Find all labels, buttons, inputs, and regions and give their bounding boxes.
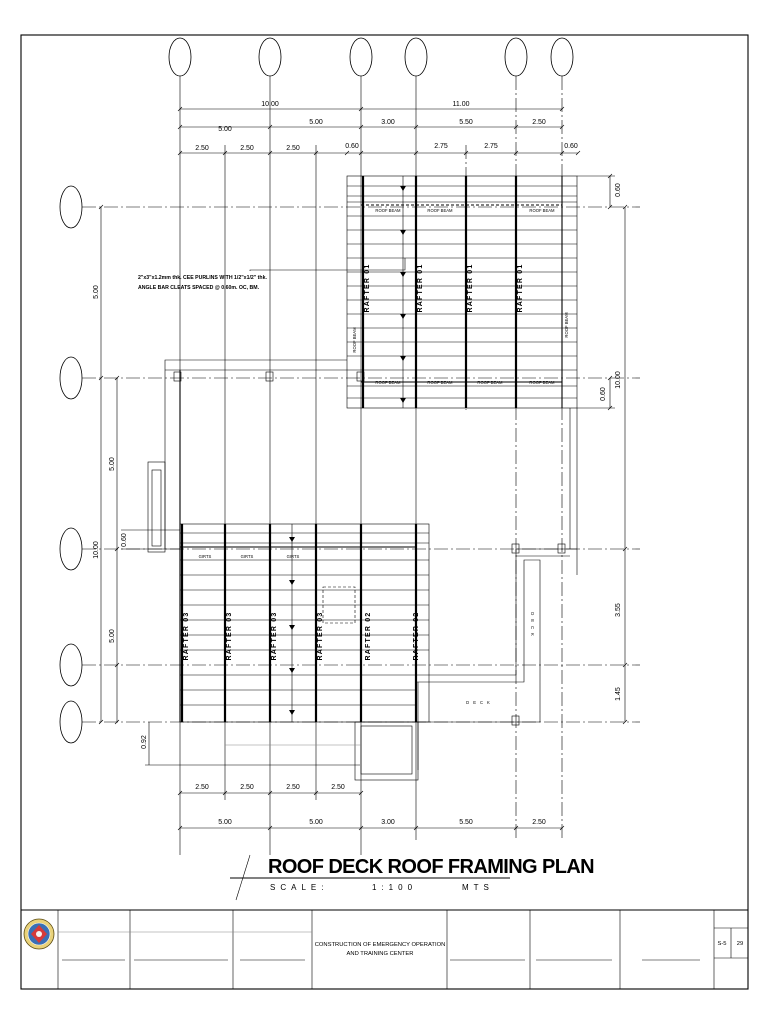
seal-logo-icon — [24, 919, 54, 949]
dim-bottom-row1: 2.50 — [286, 784, 300, 791]
dim-bottom-row1: 2.50 — [195, 784, 209, 791]
dim-right: 0.60 — [600, 387, 607, 401]
dim-left: 0.60 — [121, 533, 128, 547]
grid-bubble — [60, 357, 82, 399]
dim-left: 10.00 — [93, 541, 100, 559]
dim-top-row1: 10.00 — [261, 101, 279, 108]
grid-bubble — [60, 644, 82, 686]
dim-left: 5.00 — [93, 285, 100, 299]
drawing-title: ROOF DECK ROOF FRAMING PLAN — [268, 856, 595, 878]
dim-bottom-row2: 5.00 — [309, 819, 323, 826]
roof-beam-label: ROOF BEAM — [427, 380, 453, 385]
girts-label: GIRTS — [286, 554, 300, 559]
building-outline — [148, 360, 577, 722]
sheet-total: 29 — [736, 941, 744, 947]
dim-bottom-row1: 2.50 — [331, 784, 345, 791]
dim-top-row3: 2.75 — [434, 143, 448, 150]
dim-right: 1.45 — [615, 687, 622, 701]
upper-roof-deck — [347, 176, 577, 408]
dim-bottom-row2: 5.00 — [218, 819, 232, 826]
dim-top-row1: 11.00 — [452, 101, 470, 108]
roof-beam-label: ROOF BEAM — [375, 208, 401, 213]
purlin-note-line2: ANGLE BAR CLEATS SPACED @ 0.60m. OC, BM. — [138, 285, 260, 291]
dim-top-row3: 2.75 — [484, 143, 498, 150]
roof-beam-label: ROOF BEAM — [529, 380, 555, 385]
rafter-label: RAFTER 01 — [467, 263, 474, 313]
rafter-label: RAFTER 03 — [226, 611, 233, 661]
dim-top-row3: 2.50 — [195, 145, 209, 152]
dim-top-row2: 3.00 — [381, 119, 395, 126]
scale-value: 1:100 — [372, 883, 418, 892]
dim-bottom-row2: 3.00 — [381, 819, 395, 826]
dim-top-row2: 5.00 — [309, 119, 323, 126]
top-dimensions — [178, 101, 580, 155]
grid-bubbles-top — [169, 38, 573, 76]
rafter-label: RAFTER 01 — [517, 263, 524, 313]
sheet-border — [21, 35, 748, 989]
dim-bottom-row2: 5.50 — [459, 819, 473, 826]
bottom-dimensions — [178, 784, 564, 830]
dim-top-row3: 0.60 — [345, 143, 359, 150]
roof-beam-label: ROOF BEAM — [427, 208, 453, 213]
dim-top-row3: 2.50 — [240, 145, 254, 152]
grid-lines-vertical — [180, 76, 562, 855]
rafter-label: RAFTER 02 — [413, 611, 420, 661]
dim-right: 3.55 — [615, 603, 622, 617]
right-dimensions — [577, 174, 627, 724]
grid-bubbles-left — [60, 186, 82, 743]
grid-bubble — [60, 186, 82, 228]
sheet-number: S-5 — [717, 941, 727, 947]
scale-unit: MTS — [462, 883, 494, 892]
grid-bubble — [169, 38, 191, 76]
purlin-note-line1: 2"x3"x1.2mm thk. CEE PURLINS WITH 1/2"x1/2" thk. — [138, 275, 267, 281]
deck-label: DECK — [530, 612, 535, 640]
dim-right: 0.60 — [615, 183, 622, 197]
grid-bubble — [60, 701, 82, 743]
rafter-label: RAFTER 02 — [365, 611, 372, 661]
lower-roof-deck — [180, 524, 429, 780]
roof-beam-label: ROOF BEAM — [477, 380, 503, 385]
girts-label: GIRTS — [240, 554, 254, 559]
dim-left: 0.92 — [141, 735, 148, 749]
rafter-label: RAFTER 03 — [183, 611, 190, 661]
rafter-label: RAFTER 01 — [364, 263, 371, 313]
deck-area — [416, 549, 540, 770]
dim-bottom-row1: 2.50 — [240, 784, 254, 791]
dim-top-row2: 5.50 — [459, 119, 473, 126]
dim-top-row2: 5.00 — [218, 126, 232, 133]
dim-top-row3: 2.50 — [286, 145, 300, 152]
dim-bottom-row2: 2.50 — [532, 819, 546, 826]
project-name-line1: CONSTRUCTION OF EMERGENCY OPERATION — [314, 942, 446, 948]
scale-label: SCALE: — [270, 883, 329, 892]
title-block — [21, 910, 748, 989]
grid-bubble — [259, 38, 281, 76]
dim-left: 5.00 — [109, 629, 116, 643]
rafter-label: RAFTER 01 — [417, 263, 424, 313]
grid-bubble — [60, 528, 82, 570]
dim-left: 5.00 — [109, 457, 116, 471]
girts-label: GIRTS — [198, 554, 212, 559]
rafter-label: RAFTER 03 — [271, 611, 278, 661]
deck-label: DECK — [466, 700, 494, 705]
project-name-line2: AND TRAINING CENTER — [346, 951, 414, 957]
dim-right: 10.00 — [615, 371, 622, 389]
roof-beam-label: ROOF BEAM — [352, 327, 357, 353]
dim-top-row3: 0.60 — [564, 143, 578, 150]
roof-beam-label: ROOF BEAM — [375, 380, 401, 385]
roof-beam-label: ROOF BEAM — [564, 312, 569, 338]
rafter-label: RAFTER 03 — [317, 611, 324, 661]
grid-bubble — [350, 38, 372, 76]
grid-bubble — [405, 38, 427, 76]
grid-bubble — [505, 38, 527, 76]
grid-bubble — [551, 38, 573, 76]
dim-top-row2: 2.50 — [532, 119, 546, 126]
drawing-title-block — [230, 855, 594, 900]
roof-beam-label: ROOF BEAM — [529, 208, 555, 213]
